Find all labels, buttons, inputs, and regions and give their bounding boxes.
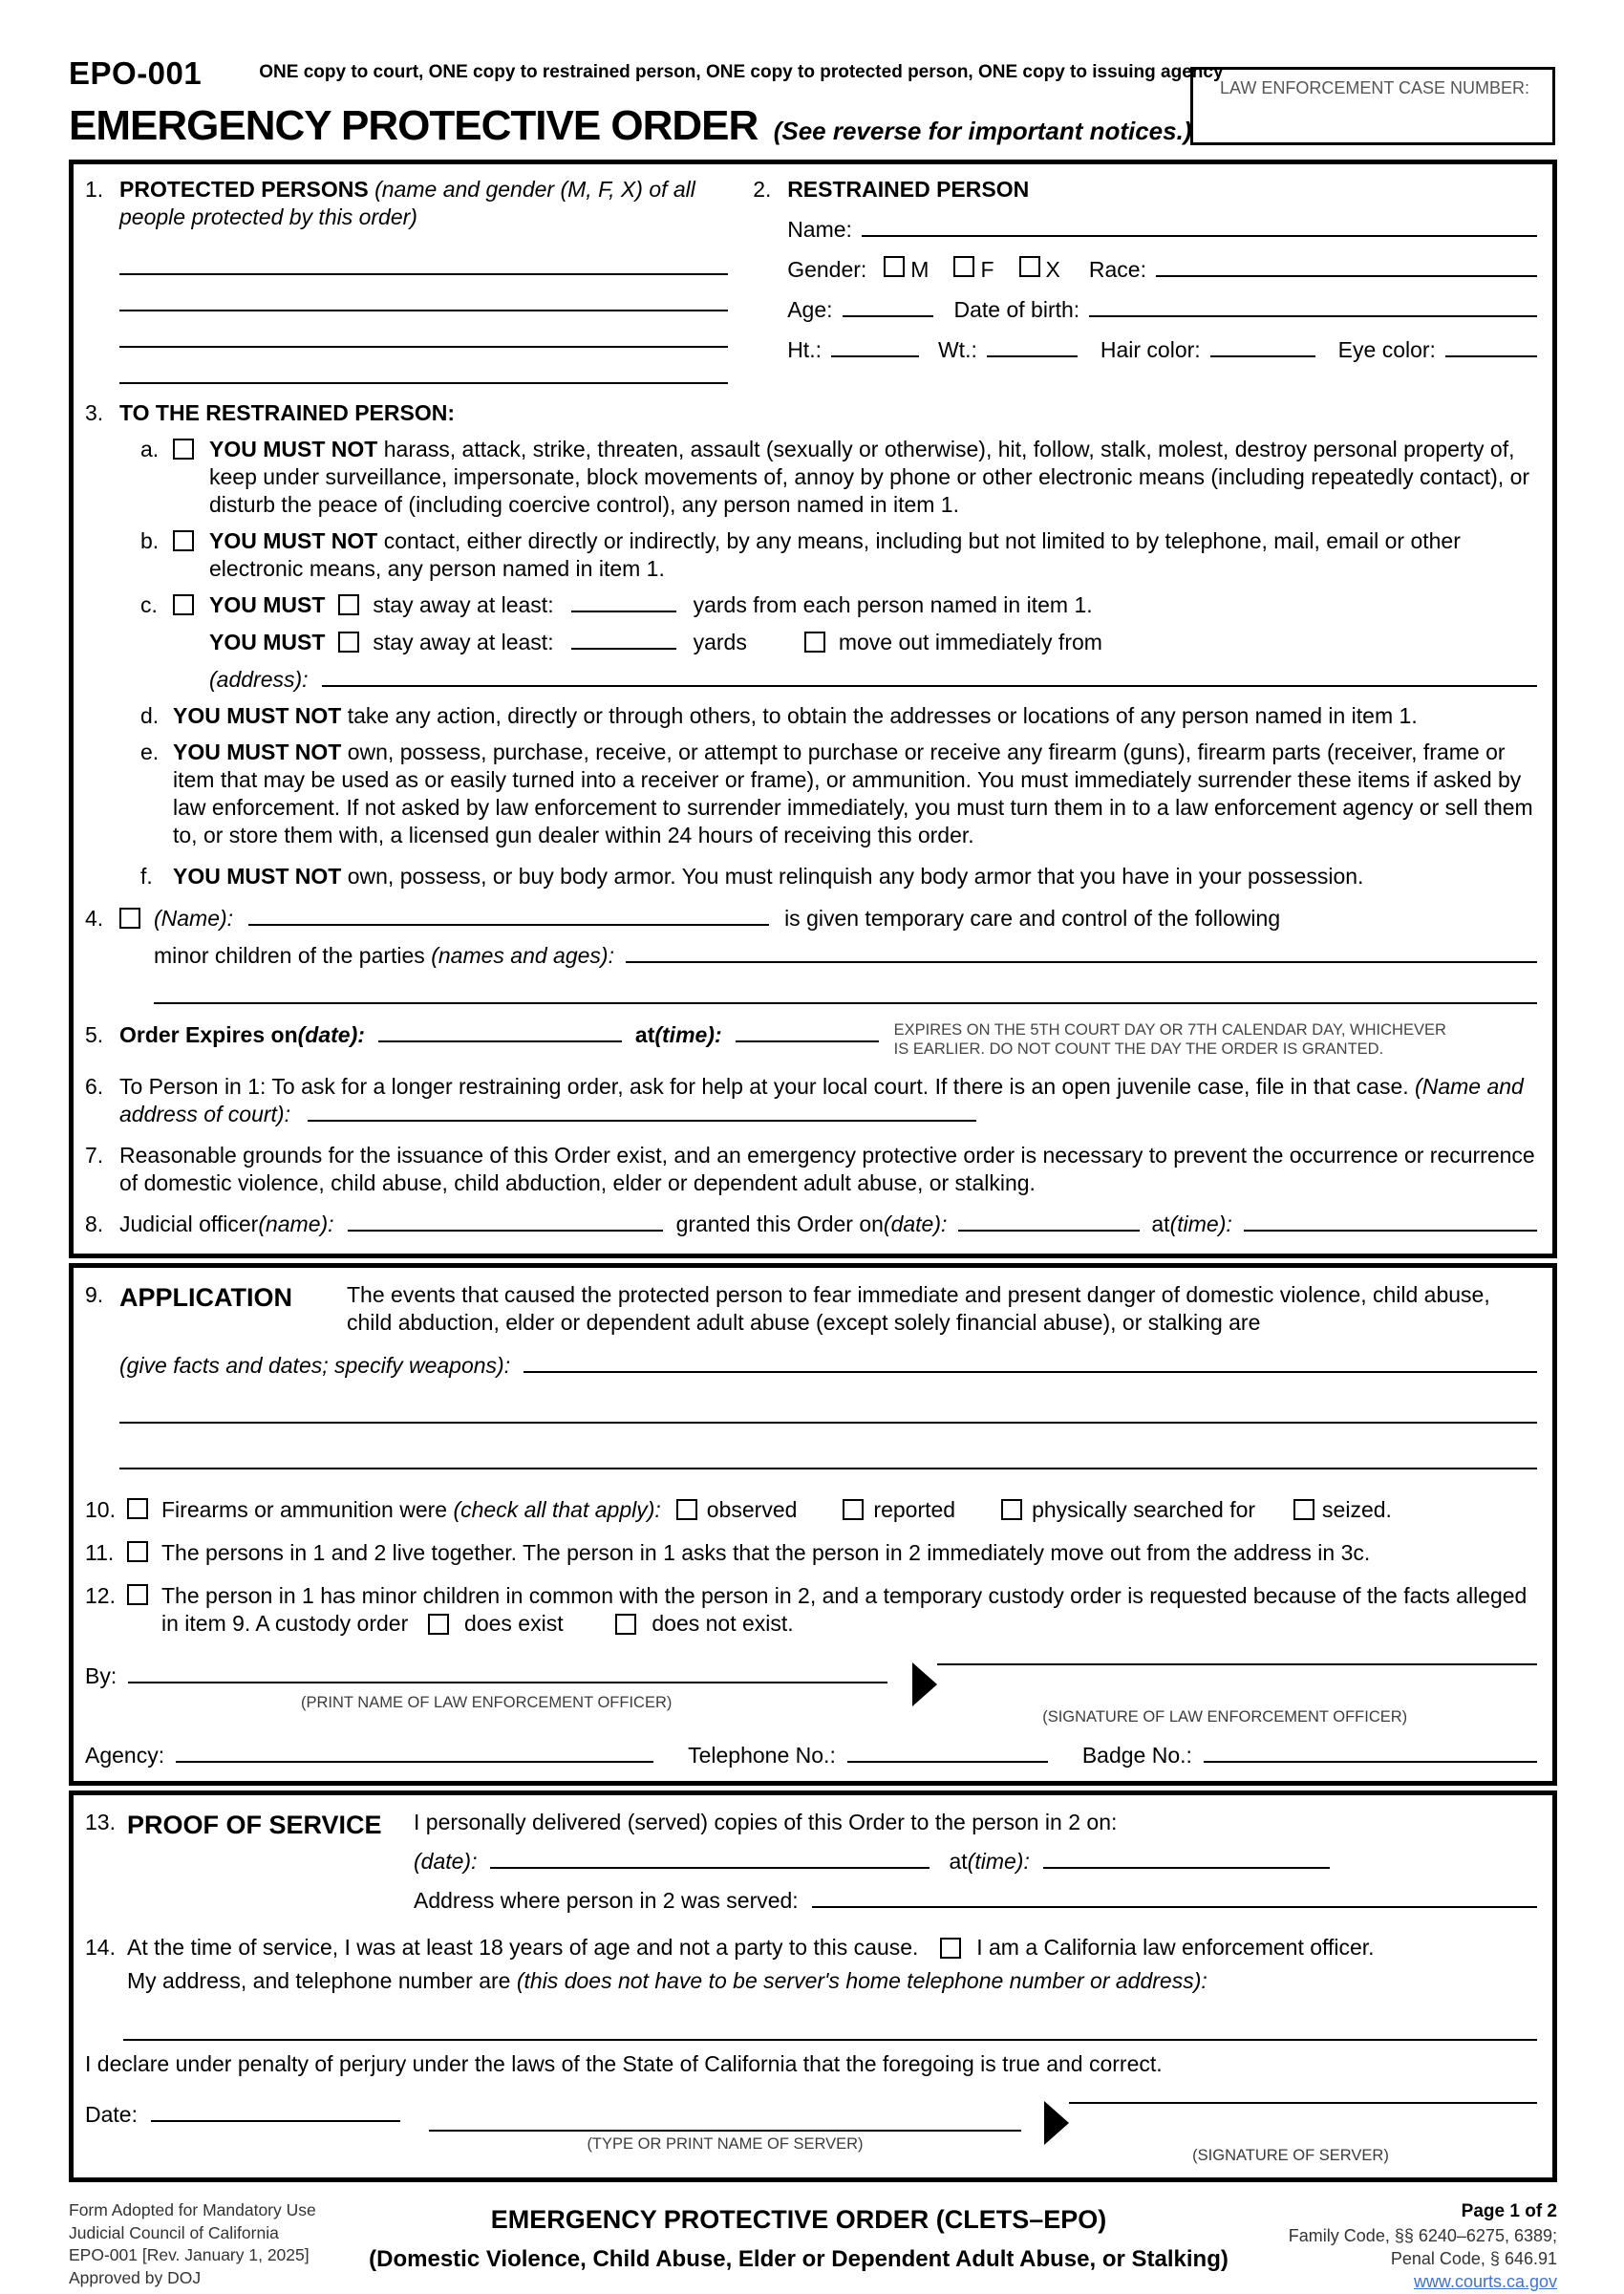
item5-date-label: (date): bbox=[297, 1022, 365, 1048]
item3c-letter: c. bbox=[140, 591, 158, 617]
item4-number: 4. bbox=[85, 906, 104, 932]
item10-apply-label: (check all that apply): bbox=[453, 1496, 661, 1522]
to-restrained-person-section bbox=[85, 399, 1537, 890]
weight-field[interactable] bbox=[987, 354, 1078, 357]
hair-color-field[interactable] bbox=[1210, 354, 1315, 357]
item3a-text: harass, attack, strike, threaten, assault (sexually or otherwise), hit, follow, stalk, molest, destroy personal property of, keep under surveillance, impersonate, block movements of, annoy by phone or other electronic means (including repeatedly contact), or disturb the peace of (including coercive control), any person named in item 1. bbox=[209, 436, 1530, 517]
law-enforcement-case-number-box[interactable] bbox=[1190, 67, 1555, 145]
item12-checkbox[interactable] bbox=[127, 1584, 148, 1605]
item3c-bold-1: YOU MUST bbox=[209, 591, 326, 617]
longer-order-section bbox=[85, 1073, 1537, 1128]
badge-field[interactable] bbox=[1204, 1760, 1537, 1763]
item12-text-1: The person in 1 has minor children in common with the person in 2, and a temporary custody order is requested because of the facts alleged in item 9. A custody order bbox=[161, 1582, 1528, 1636]
item9-number: 9. bbox=[85, 1281, 104, 1307]
item3a-letter: a. bbox=[140, 436, 160, 461]
item8-time-field[interactable] bbox=[1244, 1229, 1537, 1232]
to-restrained-person-heading: TO THE RESTRAINED PERSON: bbox=[119, 399, 455, 425]
item10-reported-checkbox[interactable] bbox=[843, 1499, 864, 1520]
protected-person-line-1[interactable] bbox=[119, 273, 728, 275]
item9-facts-field-2[interactable] bbox=[119, 1422, 1537, 1424]
item3c-address-label: (address): bbox=[209, 666, 309, 692]
item3d bbox=[119, 702, 1537, 730]
item3f-text: own, possess, or buy body armor. You must relinquish any body armor that you have in your possession. bbox=[341, 863, 1364, 889]
minor-children-section bbox=[85, 1582, 1537, 1638]
item10-text: Firearms or ammunition were bbox=[161, 1496, 454, 1522]
case-number-label: LAW ENFORCEMENT CASE NUMBER: bbox=[1220, 78, 1530, 97]
item3a-bold: YOU MUST NOT bbox=[209, 436, 378, 461]
item12-does-exist-label: does exist bbox=[464, 1610, 564, 1636]
item8-text-3: at bbox=[1151, 1211, 1170, 1236]
item5-expires-label: Order Expires on bbox=[119, 1022, 298, 1048]
item8-time-label: (time): bbox=[1169, 1211, 1232, 1236]
item13-address-label: Address where person in 2 was served: bbox=[414, 1888, 799, 1914]
item14-number: 14. bbox=[85, 1935, 116, 1961]
restrained-person-heading: RESTRAINED PERSON bbox=[787, 177, 1030, 203]
item11-number: 11. bbox=[85, 1539, 115, 1565]
item3b-text: contact, either directly or indirectly, by any means, including but not limited to by telephone, mail, email or other electronic means, any person named in item 1. bbox=[209, 527, 1461, 581]
order-expires-section bbox=[85, 1021, 1537, 1060]
item4-text-1: is given temporary care and control of the following bbox=[784, 906, 1281, 932]
agency-label: Agency: bbox=[85, 1743, 165, 1769]
item6-court-label: (Name and address of court): bbox=[119, 1074, 1524, 1126]
item10-reported-label: reported bbox=[873, 1496, 956, 1522]
restrained-person-section bbox=[753, 174, 1537, 384]
item4-name-field[interactable] bbox=[248, 923, 769, 926]
gender-f-label: F bbox=[980, 256, 994, 282]
perjury-declaration: I declare under penalty of perjury under the laws of the State of California that the foregoing is true and correct. bbox=[85, 2051, 1163, 2077]
server-print-name-caption: (TYPE OR PRINT NAME OF SERVER) bbox=[587, 2135, 864, 2154]
item3f-bold: YOU MUST NOT bbox=[173, 863, 342, 889]
footer-legal-refs bbox=[1242, 2199, 1557, 2294]
item8-name-label: (name): bbox=[258, 1211, 334, 1236]
form-number: EPO-001 bbox=[69, 55, 203, 91]
dob-field[interactable] bbox=[1089, 314, 1537, 317]
service-date-label: Date: bbox=[85, 2102, 138, 2128]
item10-observed-checkbox[interactable] bbox=[676, 1499, 697, 1520]
footer-left-line2: Judicial Council of California bbox=[69, 2222, 279, 2242]
gender-m-label: M bbox=[910, 256, 930, 282]
protected-persons-note: (name and gender (M, F, X) of all people protected by this order) bbox=[119, 177, 695, 229]
item8-date-label: (date): bbox=[883, 1211, 948, 1236]
item3a-checkbox[interactable] bbox=[173, 439, 194, 460]
penal-code-ref: Penal Code, § 646.91 bbox=[1390, 2248, 1557, 2268]
item3b-checkbox[interactable] bbox=[173, 530, 194, 551]
reasonable-grounds-section bbox=[85, 1142, 1537, 1197]
item5-expiration-note bbox=[894, 1021, 1467, 1060]
item3c-stayaway-checkbox-1[interactable] bbox=[338, 594, 359, 615]
item1-number: 1. bbox=[85, 177, 104, 203]
item10-observed-label: observed bbox=[706, 1496, 798, 1522]
item3e bbox=[119, 739, 1537, 849]
item5-date-field[interactable] bbox=[378, 1040, 622, 1042]
item12-does-not-exist-label: does not exist. bbox=[652, 1610, 794, 1636]
footer-adoption-info bbox=[69, 2199, 355, 2290]
page-number: Page 1 of 2 bbox=[1461, 2200, 1557, 2221]
item8-number: 8. bbox=[85, 1211, 104, 1236]
item5-note-line1: EXPIRES ON THE 5TH COURT DAY OR 7TH CALENDAR DAY, WHICHEVER bbox=[893, 1021, 1446, 1040]
gender-x-label: X bbox=[1045, 256, 1060, 282]
agency-field[interactable] bbox=[176, 1760, 653, 1763]
gender-f-checkbox[interactable] bbox=[953, 256, 974, 277]
application-heading: APPLICATION bbox=[119, 1282, 292, 1312]
telephone-field[interactable] bbox=[847, 1760, 1048, 1763]
gender-x-checkbox[interactable] bbox=[1019, 256, 1040, 277]
item14-leo-label: I am a California law enforcement officer. bbox=[976, 1935, 1375, 1961]
firearms-section bbox=[85, 1496, 1537, 1524]
item2-number: 2. bbox=[753, 177, 772, 203]
telephone-label: Telephone No.: bbox=[688, 1743, 836, 1769]
officer-print-name-caption: (PRINT NAME OF LAW ENFORCEMENT OFFICER) bbox=[301, 1693, 673, 1711]
live-together-section bbox=[85, 1539, 1537, 1567]
agency-row bbox=[85, 1742, 1537, 1769]
item3c-bold-2: YOU MUST bbox=[209, 629, 326, 654]
item10-seized-checkbox[interactable] bbox=[1293, 1499, 1314, 1520]
item3d-letter: d. bbox=[140, 702, 160, 728]
protected-persons-heading: PROTECTED PERSONS bbox=[119, 177, 375, 203]
item13-text: I personally delivered (served) copies of this Order to the person in 2 on: bbox=[414, 1810, 1118, 1835]
eye-color-label: Eye color: bbox=[1337, 336, 1436, 362]
signature-arrow-icon bbox=[912, 1662, 937, 1706]
application-section bbox=[85, 1281, 1537, 1469]
application-section-box bbox=[69, 1263, 1557, 1787]
server-print-name-field[interactable] bbox=[429, 2130, 1021, 2132]
form-footer bbox=[69, 2199, 1557, 2294]
item13-time-label: (time): bbox=[967, 1849, 1030, 1875]
officer-signature-block bbox=[85, 1662, 1537, 1727]
item10-searched-label: physically searched for bbox=[1032, 1496, 1256, 1522]
service-date-field[interactable] bbox=[151, 2119, 400, 2122]
by-label: By: bbox=[85, 1662, 118, 1688]
copy-distribution-note: ONE copy to court, ONE copy to restrained person, ONE copy to protected person, ONE copy to issuing agency bbox=[259, 62, 1224, 82]
item5-note-line2: IS EARLIER. DO NOT COUNT THE DAY THE ORDER IS GRANTED. bbox=[893, 1040, 1384, 1059]
item14-address-field[interactable] bbox=[123, 2039, 1537, 2041]
item13-number: 13. bbox=[85, 1810, 116, 1835]
order-section-box bbox=[69, 160, 1557, 1258]
proof-of-service-heading: PROOF OF SERVICE bbox=[127, 1811, 382, 1840]
item6-number: 6. bbox=[85, 1074, 104, 1100]
item10-checkbox[interactable] bbox=[127, 1498, 148, 1519]
item3c-stayaway-checkbox-2[interactable] bbox=[338, 632, 359, 653]
badge-label: Badge No.: bbox=[1081, 1743, 1192, 1769]
footer-left-line1: Form Adopted for Mandatory Use bbox=[69, 2199, 316, 2219]
protected-person-line-2[interactable] bbox=[119, 310, 728, 311]
race-label: Race: bbox=[1088, 256, 1146, 282]
item9-facts-label: (give facts and dates; specify weapons): bbox=[119, 1352, 511, 1378]
height-label: Ht.: bbox=[787, 336, 822, 362]
item13-date-field[interactable] bbox=[490, 1866, 930, 1869]
item8-officer-name-field[interactable] bbox=[348, 1229, 663, 1232]
item4-name-label: (Name): bbox=[154, 906, 234, 932]
judicial-officer-section bbox=[85, 1211, 1537, 1238]
dob-label: Date of birth: bbox=[953, 296, 1080, 322]
race-field[interactable] bbox=[1156, 274, 1537, 277]
officer-signature-field[interactable] bbox=[937, 1662, 1537, 1665]
server-declaration-section bbox=[85, 1934, 1537, 1995]
server-signature-row bbox=[85, 2101, 1537, 2166]
footer-form-title bbox=[355, 2199, 1242, 2274]
hair-color-label: Hair color: bbox=[1100, 336, 1201, 362]
item3b bbox=[119, 527, 1537, 583]
item4-children-field-1[interactable] bbox=[626, 960, 1537, 963]
item3e-bold: YOU MUST NOT bbox=[173, 739, 342, 764]
restrained-name-field[interactable] bbox=[862, 234, 1537, 237]
weight-label: Wt.: bbox=[937, 336, 977, 362]
item9-facts-field-3[interactable] bbox=[119, 1468, 1537, 1469]
server-signature-caption: (SIGNATURE OF SERVER) bbox=[1192, 2147, 1389, 2165]
item3c-moveout-text: move out immediately from bbox=[838, 629, 1102, 654]
item7-number: 7. bbox=[85, 1142, 104, 1168]
item14-text-2-note: (this does not have to be server's home telephone number or address): bbox=[516, 1968, 1207, 1994]
item10-searched-checkbox[interactable] bbox=[1001, 1499, 1022, 1520]
courts-website-link[interactable]: www.courts.ca.gov bbox=[1413, 2272, 1557, 2292]
server-signature-arrow-icon bbox=[1044, 2101, 1069, 2145]
item3f-letter: f. bbox=[140, 863, 153, 889]
item8-text-1: Judicial officer bbox=[119, 1211, 259, 1236]
item12-does-exist-checkbox[interactable] bbox=[428, 1614, 449, 1635]
item3b-bold: YOU MUST NOT bbox=[209, 527, 378, 553]
item3a bbox=[119, 436, 1537, 519]
item6-text: To Person in 1: To ask for a longer restraining order, ask for help at your local court. If there is an open juvenile case, file in that case. bbox=[119, 1074, 1416, 1100]
item10-number: 10. bbox=[85, 1496, 116, 1522]
protected-person-line-4[interactable] bbox=[119, 382, 728, 384]
item7-text: Reasonable grounds for the issuance of this Order exist, and an emergency protective order is necessary to prevent the occurrence or recurrence of domestic violence, child abuse, child abduction, elder or dependent adult abuse, or stalking. bbox=[119, 1142, 1535, 1195]
footer-title-line2: (Domestic Violence, Child Abuse, Elder or Dependent Adult Abuse, or Stalking) bbox=[369, 2246, 1229, 2272]
item3e-letter: e. bbox=[140, 739, 160, 764]
footer-left-line4: Approved by DOJ bbox=[69, 2267, 202, 2287]
item3e-text: own, possess, purchase, receive, or attempt to purchase or receive any firearm (guns), firearm parts (receiver, frame or item that may be used as or easily turned into a receiver or frame), or ammunition. You must immediately surrender these items if asked by law enforcement. If not asked by law enforcement to surrender immediately, you must turn them in to a law enforcement agency or sell them to, or store them with, a licensed gun dealer within 24 hours of receiving this order. bbox=[173, 739, 1533, 847]
eye-color-field[interactable] bbox=[1445, 354, 1537, 357]
item3d-text: take any action, directly or through others, to obtain the addresses or locations of any person named in item 1. bbox=[341, 702, 1418, 728]
footer-left-line3: EPO-001 [Rev. January 1, 2025] bbox=[69, 2245, 310, 2265]
officer-print-name-field[interactable] bbox=[128, 1681, 887, 1683]
protected-persons-section bbox=[85, 174, 753, 384]
item3c-yards-text-1: yards from each person named in item 1. bbox=[693, 591, 1093, 617]
item13-date-label: (date): bbox=[414, 1849, 478, 1875]
footer-title-line1: EMERGENCY PROTECTIVE ORDER (CLETS–EPO) bbox=[490, 2204, 1107, 2234]
item4-names-ages-label: (names and ages): bbox=[431, 943, 614, 969]
temporary-custody-section bbox=[85, 905, 1537, 1004]
item5-at-label: at bbox=[634, 1022, 655, 1048]
gender-label: Gender: bbox=[787, 256, 867, 282]
item3c-yards-field-1[interactable] bbox=[571, 610, 676, 612]
item3c-stayaway-label-2: stay away at least: bbox=[373, 629, 554, 654]
proof-of-service-section bbox=[85, 1809, 1537, 1915]
item5-number: 5. bbox=[85, 1022, 104, 1048]
item3c-checkbox[interactable] bbox=[173, 594, 194, 615]
name-label: Name: bbox=[787, 216, 852, 242]
item4-checkbox[interactable] bbox=[119, 908, 140, 929]
item3c bbox=[119, 591, 1537, 694]
item12-number: 12. bbox=[85, 1582, 116, 1608]
item3c-yards-text-2: yards bbox=[693, 629, 747, 654]
form-title-note: (See reverse for important notices.) bbox=[773, 116, 1192, 145]
item13-at-label: at bbox=[949, 1849, 968, 1875]
protected-person-line-3[interactable] bbox=[119, 346, 728, 348]
item4-text-2: minor children of the parties bbox=[154, 943, 432, 969]
application-text: The events that caused the protected person to fear immediate and present danger of domestic violence, child abuse, child abduction, elder or dependent adult abuse (except solely financial abuse), or stalking are bbox=[347, 1281, 1490, 1335]
item3c-stayaway-label-1: stay away at least: bbox=[373, 591, 554, 617]
proof-of-service-box bbox=[69, 1790, 1557, 2182]
item14-text-2: My address, and telephone number are bbox=[127, 1968, 517, 1994]
item14-text-1: At the time of service, I was at least 18 years of age and not a party to this cause. bbox=[127, 1935, 919, 1961]
item3b-letter: b. bbox=[140, 527, 160, 553]
item9-facts-field-1[interactable] bbox=[524, 1370, 1537, 1373]
item3c-moveout-checkbox[interactable] bbox=[804, 632, 825, 653]
item12-does-not-exist-checkbox[interactable] bbox=[615, 1614, 636, 1635]
item6-court-field[interactable] bbox=[308, 1119, 976, 1122]
age-field[interactable] bbox=[843, 314, 933, 317]
item8-date-field[interactable] bbox=[958, 1229, 1140, 1232]
age-label: Age: bbox=[787, 296, 833, 322]
officer-signature-caption: (SIGNATURE OF LAW ENFORCEMENT OFFICER) bbox=[1042, 1707, 1408, 1726]
item8-text-2: granted this Order on bbox=[675, 1211, 884, 1236]
item3c-yards-field-2[interactable] bbox=[571, 647, 676, 650]
item5-time-label: (time): bbox=[654, 1022, 722, 1048]
item5-time-field[interactable] bbox=[736, 1040, 879, 1042]
form-title: EMERGENCY PROTECTIVE ORDER bbox=[69, 101, 759, 149]
item4-children-field-2[interactable] bbox=[154, 1002, 1537, 1004]
item13-address-field[interactable] bbox=[812, 1905, 1537, 1908]
item11-text: The persons in 1 and 2 live together. The person in 1 asks that the person in 2 immediately move out from the address in 3c. bbox=[161, 1539, 1371, 1565]
item13-time-field[interactable] bbox=[1043, 1866, 1330, 1869]
family-code-ref: Family Code, §§ 6240–6275, 6389; bbox=[1288, 2225, 1557, 2245]
item11-checkbox[interactable] bbox=[127, 1541, 148, 1562]
item3d-bold: YOU MUST NOT bbox=[173, 702, 342, 728]
height-field[interactable] bbox=[831, 354, 919, 357]
item14-leo-checkbox[interactable] bbox=[940, 1938, 961, 1959]
item3c-address-field[interactable] bbox=[322, 684, 1537, 687]
gender-m-checkbox[interactable] bbox=[884, 256, 905, 277]
persons-columns bbox=[85, 174, 1537, 384]
item3f bbox=[119, 863, 1537, 890]
item10-seized-label: seized. bbox=[1322, 1496, 1392, 1522]
item3-number: 3. bbox=[85, 399, 104, 425]
